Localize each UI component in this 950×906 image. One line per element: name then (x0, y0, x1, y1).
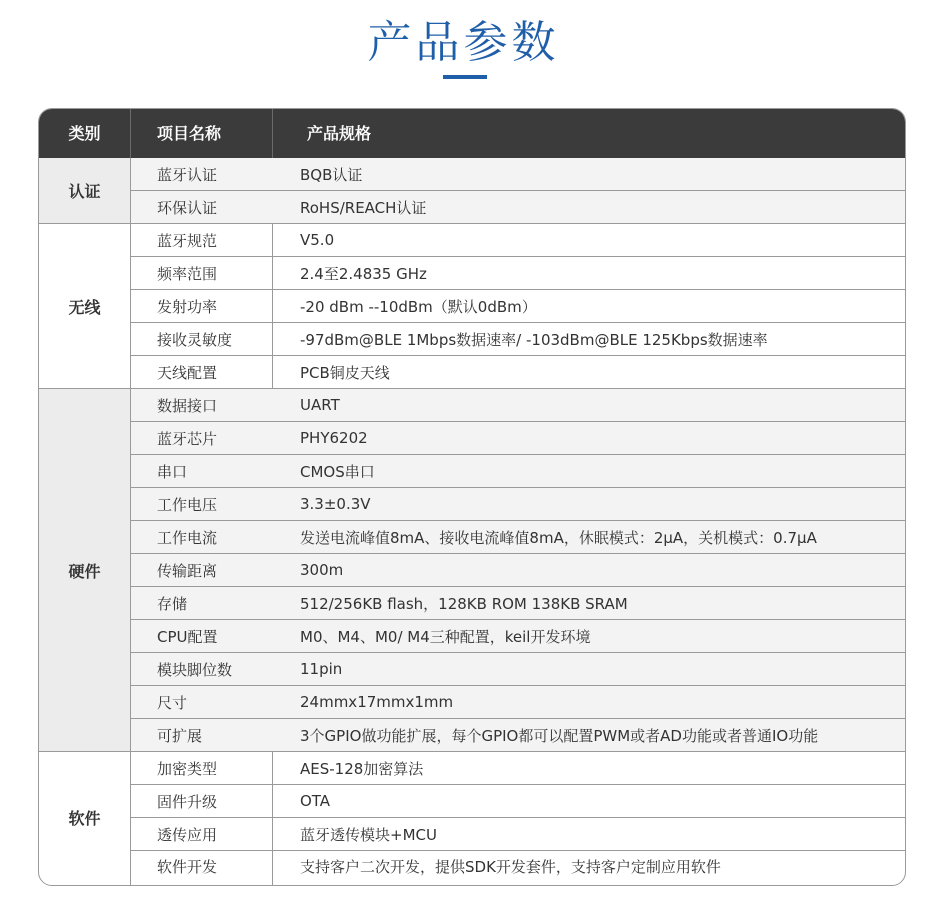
item-spec: BQB认证 (300, 165, 363, 184)
item-name: 传输距离 (157, 561, 218, 580)
item-name: 频率范围 (157, 264, 218, 283)
item-name: 模块脚位数 (157, 660, 233, 679)
item-name: 串口 (157, 462, 188, 481)
category-cell: 认证 (39, 158, 130, 224)
header-spec: 产品规格 (307, 124, 372, 143)
item-name: 工作电压 (157, 495, 218, 514)
item-name: 接收灵敏度 (157, 330, 233, 349)
table-row (131, 158, 905, 191)
item-name: 可扩展 (157, 726, 203, 745)
table-row (131, 323, 905, 356)
table-row (131, 521, 905, 554)
item-name: 天线配置 (157, 363, 218, 382)
item-spec: CMOS串口 (300, 462, 375, 481)
item-spec: PHY6202 (300, 429, 368, 447)
item-spec: AES-128加密算法 (300, 759, 424, 778)
table-row (131, 356, 905, 389)
table-row (131, 257, 905, 290)
table-row (131, 554, 905, 587)
header-item: 项目名称 (157, 124, 222, 143)
item-spec: 发送电流峰值8mA、接收电流峰值8mA，休眠模式：2μA，关机模式：0.7μA (300, 528, 817, 547)
item-spec: 3.3±0.3V (300, 495, 371, 513)
table-row (131, 686, 905, 719)
item-spec: 24mmx17mmx1mm (300, 693, 454, 711)
table-row (131, 653, 905, 686)
table-row (131, 422, 905, 455)
item-spec: 3个GPIO做功能扩展，每个GPIO都可以配置PWM或者AD功能或者普通IO功能 (300, 726, 819, 745)
table-row (131, 752, 905, 785)
item-name: 蓝牙认证 (157, 165, 218, 184)
item-name: 蓝牙规范 (157, 231, 218, 250)
item-name: 透传应用 (157, 825, 218, 844)
item-spec: 蓝牙透传模块+MCU (300, 825, 437, 844)
item-spec: 512/256KB flash，128KB ROM 138KB SRAM (300, 594, 628, 613)
table-row (131, 191, 905, 224)
category-cell: 硬件 (39, 389, 130, 752)
table-row (131, 290, 905, 323)
table-row (131, 224, 905, 257)
table-row (131, 785, 905, 818)
table-row (131, 587, 905, 620)
table-row (131, 455, 905, 488)
table-row (131, 719, 905, 752)
table-header (39, 109, 905, 158)
item-spec: 2.4至2.4835 GHz (300, 264, 427, 283)
table-row (131, 488, 905, 521)
category-cell: 软件 (68, 808, 101, 828)
item-name: 发射功率 (157, 297, 218, 316)
item-name: 数据接口 (157, 396, 218, 415)
item-spec: V5.0 (300, 231, 335, 249)
item-spec: RoHS/REACH认证 (300, 198, 427, 217)
category-cell: 无线 (39, 224, 130, 389)
item-name: 软件开发 (157, 858, 218, 876)
item-spec: PCB铜皮天线 (300, 363, 390, 382)
table-row (131, 818, 905, 851)
item-name: 尺寸 (157, 693, 188, 712)
item-name: CPU配置 (157, 627, 218, 646)
table-row (131, 389, 905, 422)
spec-table (38, 108, 906, 886)
title-underline (443, 75, 487, 79)
item-name: 环保认证 (157, 198, 218, 217)
item-spec: -97dBm@BLE 1Mbps数据速率/ -103dBm@BLE 125Kbps数据速率 (300, 330, 768, 349)
item-spec: 支持客户二次开发，提供SDK开发套件，支持客户定制应用软件 (300, 858, 721, 876)
table-row (131, 851, 905, 882)
header-category: 类别 (68, 124, 101, 143)
item-spec: UART (300, 396, 340, 414)
item-name: 加密类型 (157, 759, 218, 778)
item-spec: OTA (300, 792, 331, 810)
page-title: 产品参数 (367, 17, 560, 68)
item-spec: -20 dBm --10dBm（默认0dBm） (300, 297, 537, 316)
item-spec: 300m (300, 561, 344, 579)
item-name: 工作电流 (157, 528, 218, 547)
item-name: 固件升级 (157, 792, 218, 811)
item-name: 蓝牙芯片 (157, 429, 218, 448)
item-spec: M0、M4、M0/ M4三种配置，keil开发环境 (300, 627, 591, 646)
item-spec: 11pin (300, 660, 343, 678)
item-name: 存储 (157, 594, 188, 613)
table-row (131, 620, 905, 653)
